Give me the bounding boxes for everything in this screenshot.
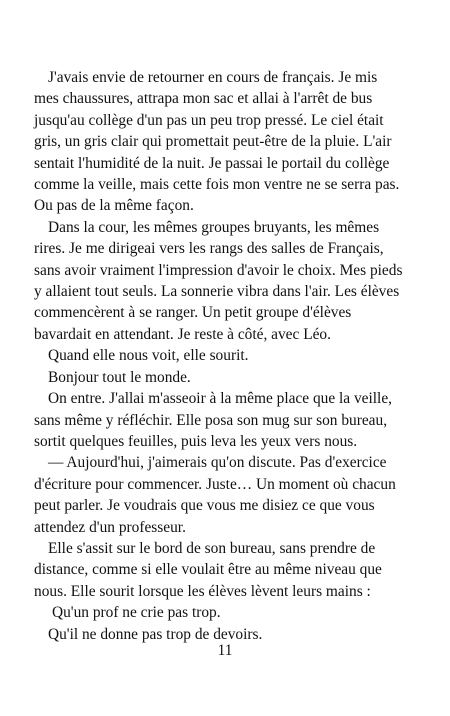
text-line: comme la veille, mais cette fois mon ventre ne se serra pas. xyxy=(34,176,400,194)
paragraph xyxy=(34,452,424,538)
paragraph xyxy=(34,217,424,345)
page-number: 11 xyxy=(217,642,233,659)
text-line: commencèrent à se ranger. Un petit groupe d'élèves xyxy=(34,304,352,322)
paragraph xyxy=(34,388,424,452)
text-line: Qu'il ne donne pas trop de devoirs. xyxy=(48,625,263,643)
text-line: jusqu'au collège d'un pas un peu trop pressé. Le ciel était xyxy=(34,111,384,129)
paragraph xyxy=(34,538,424,602)
text-line: nous. Elle sourit lorsque les élèves lèvent leurs mains : xyxy=(34,582,371,600)
text-line: Elle s'assit sur le bord de son bureau, sans prendre de xyxy=(48,539,376,557)
text-line: — Aujourd'hui, j'aimerais qu'on discute. Pas d'exercice xyxy=(48,454,387,472)
text-line: mes chaussures, attrapa mon sac et allai à l'arrêt de bus xyxy=(34,90,373,108)
text-line: y allaient tout seuls. La sonnerie vibra dans l'air. Les élèves xyxy=(34,283,400,301)
paragraph xyxy=(34,367,424,388)
paragraph xyxy=(34,67,424,217)
text-line: d'écriture pour commencer. Juste… Un moment où chacun xyxy=(34,475,396,493)
text-line: Qu'un prof ne crie pas trop. xyxy=(52,604,221,622)
text-line: gris, un gris clair qui promettait peut-être de la pluie. L'air xyxy=(34,133,392,151)
text-line: distance, comme si elle voulait être au même niveau que xyxy=(34,561,382,579)
text-line: attendez d'un professeur. xyxy=(34,518,186,536)
paragraph xyxy=(34,602,424,623)
text-line: bavardait en attendant. Je reste à côté, avec Léo. xyxy=(34,325,331,343)
body-text xyxy=(34,67,424,645)
text-line: J'avais envie de retourner en cours de français. Je mis xyxy=(48,69,378,86)
text-line: sortit quelques feuilles, puis leva les yeux vers nous. xyxy=(34,432,358,450)
text-line: sans avoir vraiment l'impression d'avoir le choix. Mes pieds xyxy=(34,261,403,279)
text-line: Bonjour tout le monde. xyxy=(48,368,191,386)
text-line: On entre. J'allai m'asseoir à la même place que la veille, xyxy=(48,390,392,408)
text-line: rires. Je me dirigeai vers les rangs des salles de Français, xyxy=(34,240,384,258)
text-line: Quand elle nous voit, elle sourit. xyxy=(48,347,249,365)
text-line: sentait l'humidité de la nuit. Je passai le portail du collège xyxy=(34,154,390,172)
text-line: Ou pas de la même façon. xyxy=(34,197,194,215)
text-line: sans même y réfléchir. Elle posa son mug sur son bureau, xyxy=(34,411,388,429)
paragraph xyxy=(34,345,424,366)
text-line: Dans la cour, les mêmes groupes bruyants, les mêmes xyxy=(48,218,380,236)
text-line: peut parler. Je voudrais que vous me disiez ce que vous xyxy=(34,497,375,515)
